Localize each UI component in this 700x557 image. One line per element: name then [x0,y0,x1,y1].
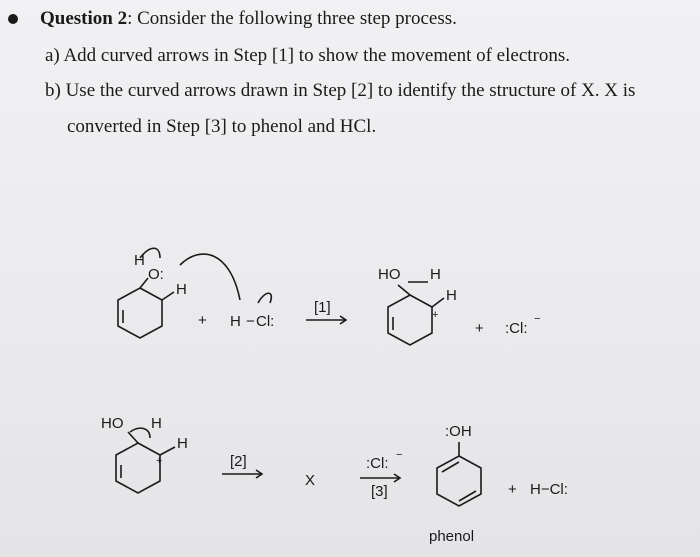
step2-ho-label: HO [101,415,124,432]
reactant-ch-label: H [176,281,187,298]
step2-h1-label: H [151,415,162,432]
part-b-line1: b) Use the curved arrows drawn in Step [2] to identify the structure of X. X is [45,80,636,101]
question-intro: : Consider the following three step process. [127,8,457,29]
arrow-hcl-curve [258,293,271,303]
step2-cation-charge: + [156,455,163,467]
product-hcl: H−Cl: [530,481,568,498]
product-cation-charge: + [432,309,439,321]
reactant-o-label: O: [148,266,164,283]
phenol-name: phenol [429,528,475,545]
product-c-o-bond [398,285,410,295]
step2-arrow-label: [2] [230,453,247,470]
arrow-o-to-h [180,254,240,300]
hcl-cl-label: Cl: [256,313,275,330]
hcl-h-label: H [230,313,241,330]
step3-reagent: :Cl: [366,455,389,472]
step1-plus2: + [475,320,484,337]
step3-arrow-label: [3] [371,483,388,500]
phenol-oh-label: :OH [445,423,472,440]
chloride-charge: − [534,313,541,325]
chloride-ion: :Cl: [505,320,528,337]
reactant-h-label: H [134,252,145,269]
hcl-dash: − [246,313,255,330]
product-c-h-bond [432,298,444,307]
phenol-double-bond-2 [459,491,476,501]
product-ring [388,295,432,345]
phenol-ring [437,456,481,506]
step3-plus: + [508,481,517,498]
step2-h2-label: H [177,435,188,452]
step2-ring [116,443,163,493]
step1-arrow-label: [1] [314,299,331,316]
step2-c-h-bond [160,447,175,455]
reactant-ring [118,288,162,338]
reactant-c-o-bond [140,278,148,288]
intermediate-x: X [305,472,316,489]
part-b-line2: converted in Step [3] to phenol and HCl. [67,116,377,137]
product-ch-label: H [446,287,457,304]
product-ho-label: HO [378,266,401,283]
step3-reagent-charge: − [396,449,403,461]
question-number: Question 2 [40,8,128,29]
step2-c-o-bond [128,432,138,443]
reactant-c-h-bond [162,292,174,300]
product-oh-h-label: H [430,266,441,283]
step1-plus: + [198,312,207,329]
part-a-text: a) Add curved arrows in Step [1] to show the movement of electrons. [45,45,571,66]
